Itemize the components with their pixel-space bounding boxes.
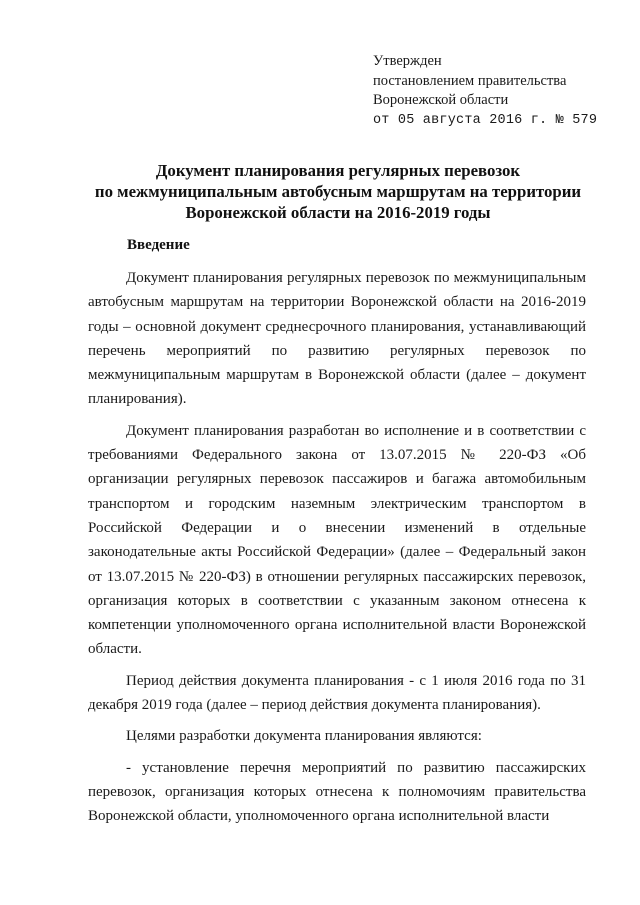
approval-line: постановлением правительства	[373, 72, 567, 89]
title-line: Документ планирования регулярных перевозок	[155, 161, 521, 180]
approval-line: Утвержден	[373, 53, 442, 69]
document-body	[88, 266, 586, 836]
paragraph: Период действия документа планирования - с 1 июля 2016 года по 31 декабря 2019 года (далее – период действия документа планирования).	[88, 672, 586, 714]
approval-date-number: от 05 августа 2016 г. № 579	[373, 112, 598, 128]
title-line: Воронежской области на 2016-2019 годы	[185, 203, 491, 222]
paragraph: Целями разработки документа планирования являются:	[126, 728, 482, 745]
approval-stamp	[373, 52, 597, 130]
approval-line: Воронежской области	[373, 92, 509, 108]
paragraph: Документ планирования регулярных перевозок по межмуниципальным автобусным маршрутам на территории Воронежской области на 2016-2019 годы – основной документ среднесрочного планирования, устанавливающий перечень мероприятий по развитию регулярных перевозок по межмуниципальным маршрутам в Воронежской области (далее – документ планирования).	[88, 270, 586, 408]
title-line: по межмуниципальным автобусным маршрутам на территории	[94, 182, 582, 201]
section-heading: Введение	[127, 237, 190, 253]
paragraph: - установление перечня мероприятий по развитию пассажирских перевозок, организация которых отнесена к полномочиям правительства Воронежской области, уполномоченного органа исполнительной власти	[88, 759, 586, 825]
document-title	[78, 160, 598, 223]
paragraph: Документ планирования разработан во исполнение и в соответствии с требованиями Федерального закона от 13.07.2015 № 220-ФЗ «Об организации регулярных перевозок пассажиров и багажа автомобильным транспортом и городским наземным электрическим транспортом в Российской Федерации и о внесении изменений в отдельные законодательные акты Российской Федерации» (далее – Федеральный закон от 13.07.2015 № 220-ФЗ) в отношении регулярных пассажирских перевозок, организация которых в соответствии с указанным законом отнесена к компетенции уполномоченного органа исполнительной власти Воронежской области.	[88, 422, 586, 658]
